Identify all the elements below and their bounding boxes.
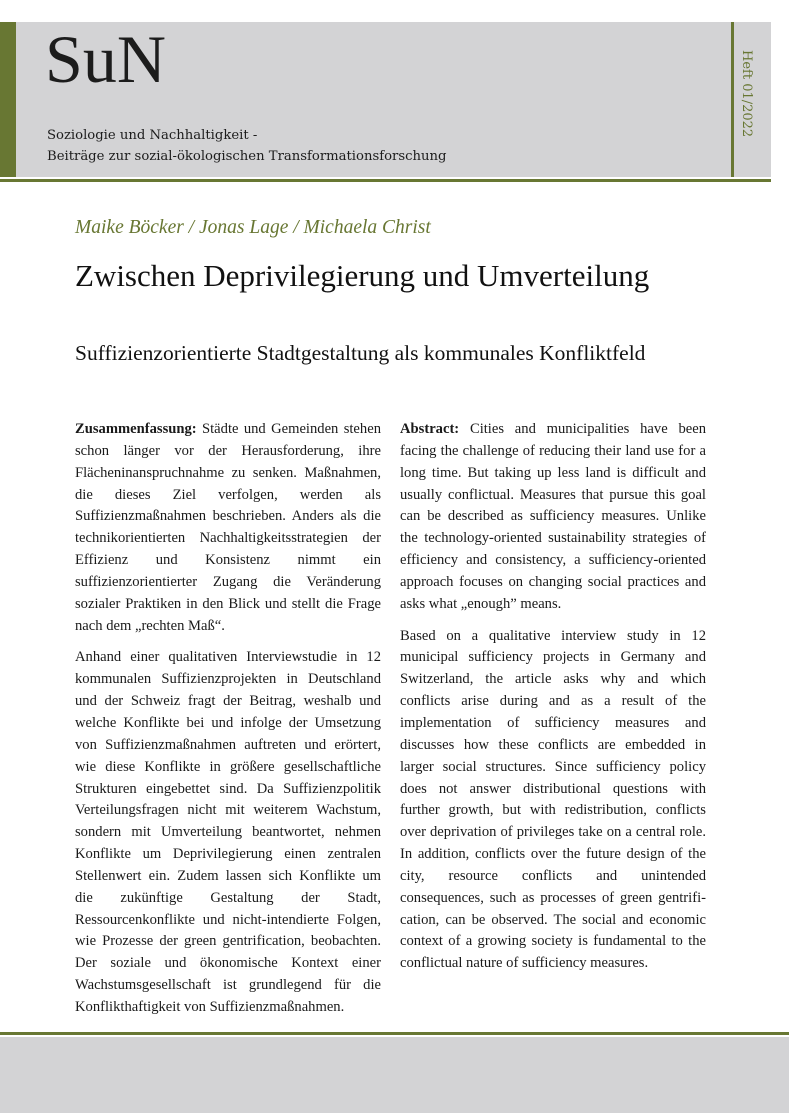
article-subtitle: Suffizienzorientierte Stadtgestaltung als kommunales Konfliktfeld: [75, 341, 646, 365]
journal-logo: SuN: [45, 21, 166, 97]
journal-subtitle-line2: Beiträge zur sozial-ökologischen Transformationsforschung: [47, 149, 447, 164]
issue-label: Heft 01/2022: [739, 50, 754, 138]
header-accent-bar: [0, 22, 16, 177]
journal-subtitle-line1: Soziologie und Nachhaltigkeit -: [47, 128, 258, 143]
page-footer: [0, 1037, 789, 1113]
german-paragraph-1-text: Städte und Gemeinden stehen schon länger vor der Herausforderung, ihre Flächeninanspruchnahme zu senken. Maßnahmen, die dieses Ziel verfolgen, werden als Suffizienzmaßnahmen beschrieben. Anders als die technikorientierten Nachhaltigkeitsstrategien der Effizienz und Konsistenz nimmt ein suffizienzorientierter Zugang die Veränderung sozialer Praktiken in den Blick und stellt die Frage nach dem „rechten Maß“.: [75, 421, 381, 634]
header-divider: [731, 22, 734, 177]
german-paragraph-1: [75, 419, 381, 637]
english-paragraph-2: Based on a qualitative interview study in 12 municipal sufficiency projects in Germany and Switzerland, the article asks why and which conflicts arise during and as a result of the implementation of sufficiency measures and discusses how these conflicts are embedded in larger social structures. Since sufficiency policy does not answer distributional questions with further growth, but with redistribution, conflicts over deprivation of privileges take on a central role. In addition, conflicts over the future design of the city, resource conflicts and unintended consequences, such as processes of green gentrification, can be observed. The social and economic context of a growing society is fundamental to the conflictual nature of sufficiency measures.: [400, 627, 706, 972]
german-paragraph-2: Anhand einer qualitativen Interviewstudie in 12 kommunalen Suffizienzprojekten in Deutschland und der Schweiz fragt der Beitrag, weshalb und welche Konflikte bei und infolge der Umsetzung von Suffizienzmaßnahmen auftreten und erörtert, wie diese Konflikte in größere gesellschaftliche Strukturen eingebettet sind. Da Suffizienzpolitik Verteilungsfragen nicht mit weiterem Wachstum, sondern mit Umverteilung beantwortet, nehmen Konflikte um Deprivilegierung einen zentralen Stellenwert ein. Zudem lassen sich Konflikte um die zukünftige Gestaltung der Stadt, Ressourcenkonflikte und nicht-intendierte Folgen, wie Prozesse der green gentrification, beobachten. Der soziale und ökonomische Kontext einer Wachstumsgesellschaft ist grundlegend für die Konflikthaftigkeit von Suffizienzmaßnahmen.: [75, 649, 381, 1015]
journal-subtitle: [47, 125, 446, 167]
article-authors: Maike Böcker / Jonas Lage / Michaela Christ: [75, 217, 431, 238]
english-paragraph-1: [400, 419, 706, 616]
english-paragraph-1-text: Cities and municipalities have been facing the challenge of reducing their land use for a long time. But taking up less land is difficult and usually conflictual. Measures that pursue this goal can be described as sufficiency measures. Unlike the technology-oriented sustainability strategies of efficiency and consistency, a sufficiency-oriented approach focuses on changing social practices and asks what „enough” means.: [400, 421, 707, 612]
footer-rule: [0, 1032, 789, 1035]
german-abstract: [75, 419, 381, 1029]
german-abstract-label: Zusammenfassung:: [75, 421, 197, 437]
english-abstract: [400, 419, 706, 985]
english-abstract-label: Abstract:: [400, 421, 460, 437]
article-title: Zwischen Deprivilegierung und Umverteilung: [75, 258, 650, 293]
header-rule: [0, 179, 771, 182]
